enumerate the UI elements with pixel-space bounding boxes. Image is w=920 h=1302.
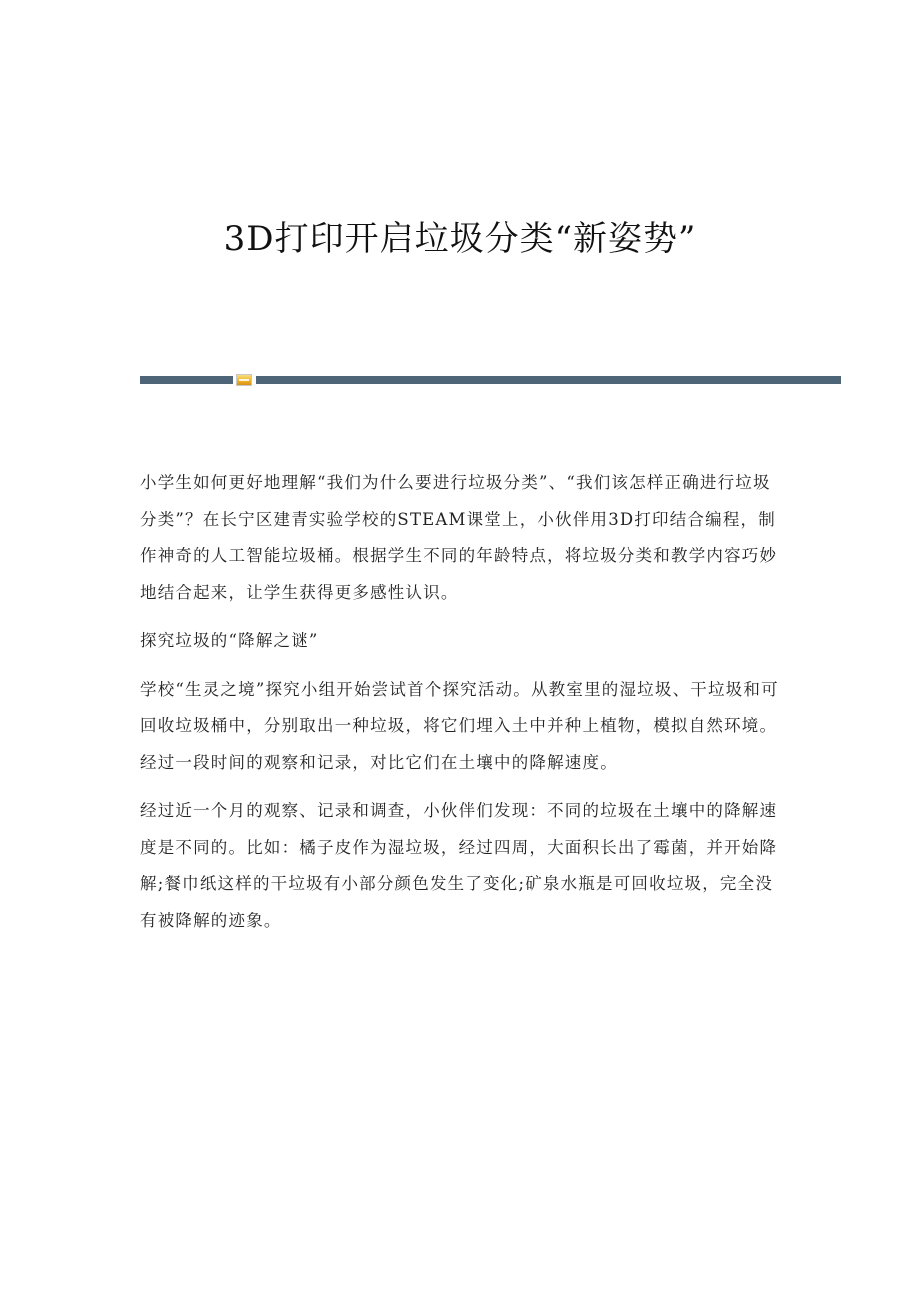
divider-ornament-icon xyxy=(236,374,252,386)
divider-bar-left xyxy=(140,376,233,384)
paragraph-findings: 经过近一个月的观察、记录和调查，小伙伴们发现：不同的垃圾在土壤中的降解速度是不同的。比如：橘子皮作为湿垃圾，经过四周，大面积长出了霉菌，并开始降解;餐巾纸这样的干垃圾有小部分颜色发生了变化;矿泉水瓶是可回收垃圾，完全没有被降解的迹象。 xyxy=(140,801,778,930)
paragraph-intro: 小学生如何更好地理解“我们为什么要进行垃圾分类”、“我们该怎样正确进行垃圾分类”？在长宁区建青实验学校的STEAM课堂上，小伙伴用3D打印结合编程，制作神奇的人工智能垃圾桶。根据学生不同的年龄特点，将垃圾分类和教学内容巧妙地结合起来，让学生获得更多感性认识。 xyxy=(140,473,778,602)
title-divider xyxy=(140,374,841,386)
divider-bar-right xyxy=(256,376,841,384)
document-body xyxy=(140,465,785,951)
paragraph-activity: 学校“生灵之境”探究小组开始尝试首个探究活动。从教室里的湿垃圾、干垃圾和可回收垃圾桶中，分别取出一种垃圾，将它们埋入土中并种上植物，模拟自然环境。经过一段时间的观察和记录，对比它们在土壤中的降解速度。 xyxy=(140,679,779,772)
document-title: 3D打印开启垃圾分类“新姿势” xyxy=(223,219,697,259)
section-heading: 探究垃圾的“降解之谜” xyxy=(140,631,319,650)
